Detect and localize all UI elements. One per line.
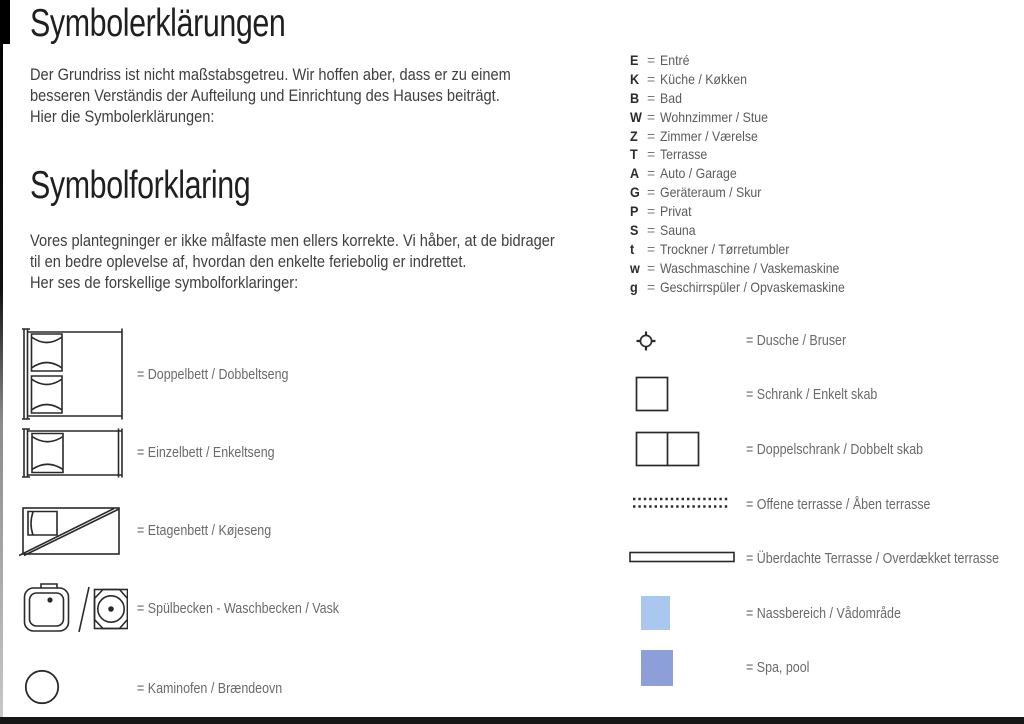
german-intro-line-2: besseren Verständis der Aufteilung und Einrichtung des Hauses beiträgt. [30,86,500,105]
shower-icon [634,329,658,353]
room-code-label: Zimmer / Værelse [660,127,758,144]
scan-edge-bottom [0,717,1024,724]
room-code-row [630,146,870,165]
legend-item-label: = Offene terrasse / Åben terrasse [746,497,931,513]
room-code-row [630,165,870,184]
legend-item-label: = Spülbecken - Waschbecken / Vask [137,601,340,617]
room-code-row [630,52,870,71]
legend-item-label: = Doppelschrank / Dobbelt skab [746,442,924,458]
room-code-letter: w [630,259,640,276]
room-code-row [630,109,870,128]
room-code-label: Entré [660,52,690,68]
room-code-label: Privat [660,203,692,220]
room-code-letter: A [630,165,640,182]
room-code-equals: = [647,240,656,257]
room-code-label: Wohnzimmer / Stue [660,108,768,125]
room-code-label: Sauna [660,222,696,239]
legend-item-label: = Überdachte Terrasse / Overdækket terrasse [746,551,1000,567]
single-cabinet-icon [635,376,669,412]
room-code-row [630,184,870,203]
room-code-row [630,241,870,260]
room-code-label: Geräteraum / Skur [660,184,762,201]
open-terrace-icon [632,496,730,510]
german-intro-line-3: Hier die Symbolerklärungen: [30,107,215,126]
legend-item-label: = Kaminofen / Brændeovn [137,681,283,697]
room-code-equals: = [647,278,656,295]
room-code-label: Terrasse [660,146,708,163]
room-code-label: Auto / Garage [660,165,737,182]
room-code-equals: = [647,222,656,239]
room-code-letter: t [630,240,635,257]
room-code-equals: = [647,203,656,220]
scan-edge-corner [0,0,10,44]
room-code-equals: = [647,89,656,106]
room-code-label: Waschmaschine / Vaskemaskine [660,259,840,276]
covered-terrace-icon [629,550,735,564]
double-bed-icon [21,328,128,420]
legend-item-label: = Dusche / Bruser [746,333,847,349]
spa-pool-icon [641,650,673,686]
room-code-row [630,260,870,279]
room-code-letter: K [630,70,640,87]
german-intro [30,64,511,127]
room-code-row [630,222,870,241]
german-intro-line-1: Der Grundriss ist nicht maßstabsgetreu. Wir hoffen aber, dass er zu einem [30,65,511,84]
room-code-label: Bad [660,89,682,106]
room-code-label: Küche / Køkken [660,70,747,87]
room-code-letter: W [630,108,642,125]
legend-item-label: = Schrank / Enkelt skab [746,387,878,403]
room-code-letter: E [630,52,639,68]
legend-item-label: = Etagenbett / Køjeseng [137,523,272,539]
legend-item-label: = Einzelbett / Enkeltseng [137,445,275,461]
danish-intro [30,230,555,293]
room-code-equals: = [647,70,656,87]
room-code-equals: = [647,184,656,201]
room-code-equals: = [647,165,656,182]
danish-intro-line-2: til en bedre oplevelse af, hvordan den enkelte feriebolig er indrettet. [30,252,467,271]
wood-stove-icon [23,668,61,706]
german-title: Symbolerklärungen [30,2,286,45]
scan-edge-left [0,0,3,724]
sink-washbasin-icon [23,583,128,637]
room-code-letter: B [630,89,640,106]
room-code-row [630,90,870,109]
room-code-equals: = [647,108,656,125]
danish-intro-line-1: Vores plantegninger er ikke målfaste men ellers korrekte. Vi håber, at de bidrager [30,231,555,250]
room-code-row [630,279,870,298]
room-code-label: Geschirrspüler / Opvaskemaskine [660,278,845,295]
legend-item-label: = Doppelbett / Dobbeltseng [137,367,289,383]
single-bed-icon [21,428,128,478]
room-code-letter: Z [630,127,638,144]
room-code-letter: g [630,278,638,295]
room-code-list [630,52,870,298]
room-code-equals: = [647,127,656,144]
legend-item-label: = Nassbereich / Vådområde [746,606,901,622]
wet-area-icon [641,596,670,630]
danish-title: Symbolforklaring [30,164,251,207]
room-code-label: Trockner / Tørretumbler [660,240,790,257]
bunk-bed-icon [19,505,123,557]
room-code-equals: = [647,146,656,163]
room-code-letter: T [630,146,638,163]
room-code-row [630,128,870,147]
room-code-equals: = [647,259,656,276]
room-code-letter: G [630,184,640,201]
room-code-letter: P [630,203,639,220]
double-cabinet-icon [635,431,701,468]
room-code-row [630,203,870,222]
danish-intro-line-3: Her ses de forskellige symbolforklaringer: [30,273,299,292]
room-code-letter: S [630,222,639,239]
room-code-row [630,71,870,90]
room-code-equals: = [647,52,656,68]
legend-item-label: = Spa, pool [746,660,810,676]
